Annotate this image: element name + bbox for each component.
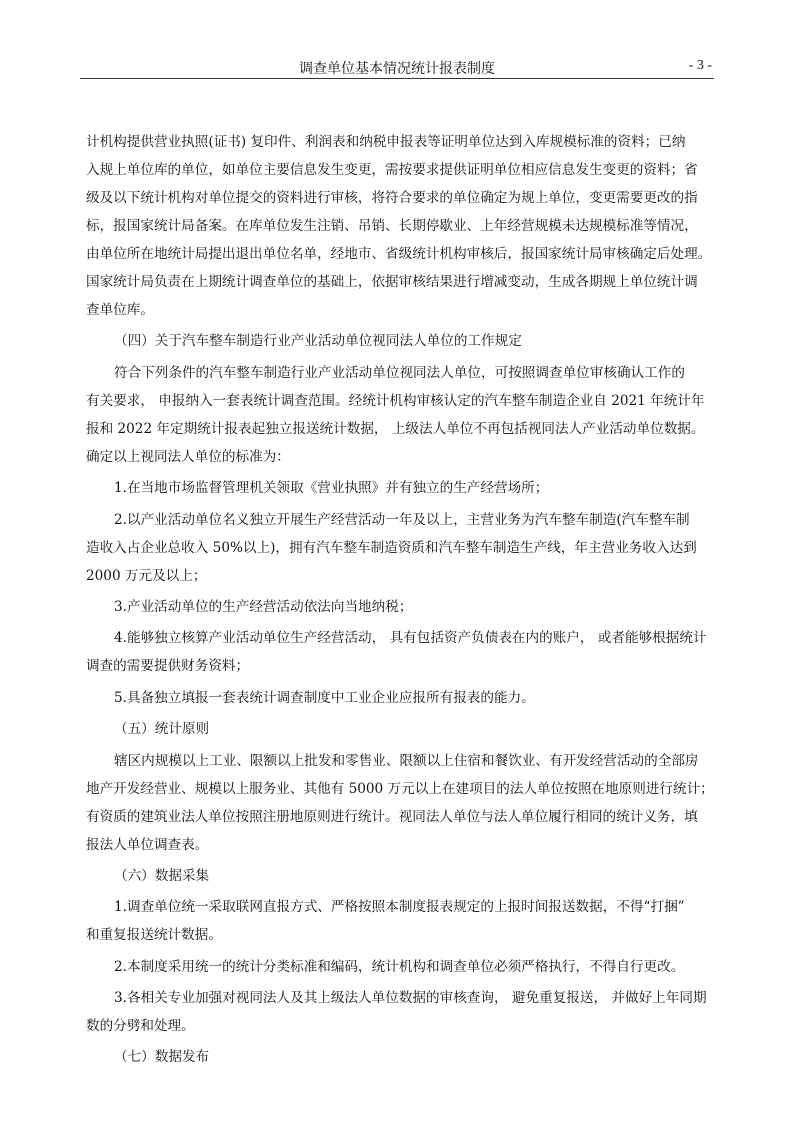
text-line: （五）统计原则 [114, 721, 210, 738]
text-line: 符合下列条件的汽车整车制造行业产业活动单位视同法人单位，可按照调查单位审核确认工作的 [114, 364, 685, 381]
text-line: 国家统计局负责在上期统计调查单位的基础上，依据审核结果进行增减变动，生成各期规上单位统计调 [86, 274, 698, 290]
section-heading [86, 327, 714, 358]
list-item [86, 893, 714, 952]
section-heading [86, 862, 714, 893]
list-item [86, 953, 714, 984]
list-item [86, 624, 714, 683]
list-item [86, 984, 714, 1043]
text-line: 级及以下统计机构对单位提交的资料进行审核，将符合要求的单位确定为规上单位，变更需要更改的指 [86, 190, 698, 206]
text-line: 和重复报送统计数据。 [86, 927, 222, 944]
text-line: 1.调查单位统一采取联网直报方式、严格按照本制度报表规定的上报时间报送数据，不得“打捆” [114, 899, 685, 916]
document-body [86, 128, 714, 1075]
text-line: 数的分劈和处理。 [86, 1018, 195, 1035]
text-line: 有关要求， 申报纳入一套表统计调查范围。经统计机构审核认定的汽车整车制造企业自 2021 年统计年 [86, 392, 705, 409]
list-item [86, 593, 714, 624]
text-line: 报法人单位调查表。 [86, 836, 209, 853]
text-line: 计机构提供营业执照(证书) 复印件、利润表和纳税申报表等证明单位达到入库规模标准的资料；已纳 [86, 134, 686, 150]
header-rule [80, 78, 714, 79]
text-line: 确定以上视同法人单位的标准为： [86, 448, 290, 465]
list-item [86, 474, 714, 505]
text-line: 造收入占企业总收入 50%以上)，拥有汽车整车制造资质和汽车整车制造生产线，年主营业务收入达到 [86, 539, 697, 556]
text-line: 由单位所在地统计局提出退出单位名单，经地市、省级统计机构审核后，报国家统计局审核确定后处理。 [86, 246, 712, 262]
page-number: - 3 - [688, 58, 712, 73]
paragraph [86, 128, 714, 327]
section-heading [86, 715, 714, 746]
text-line: 地产开发经营业、规模以上服务业、其他有 5000 万元以上在建项目的法人单位按照在地原则进行统计； [86, 780, 714, 797]
text-line: （六）数据采集 [114, 867, 210, 884]
text-line: 调查的需要提供财务资料； [86, 658, 250, 675]
paragraph [86, 359, 714, 474]
text-line: 查单位库。 [86, 302, 154, 318]
header-title: 调查单位基本情况统计报表制度 [299, 61, 495, 77]
text-line: 2.以产业活动单位名义独立开展生产经营活动一年及以上，主营业务为汽车整车制造(汽车整车制 [114, 511, 690, 528]
text-line: 3.各相关专业加强对视同法人及其上级法人单位数据的审核查询， 避免重复报送， 并做好上年同期 [114, 990, 707, 1007]
text-line: 3.产业活动单位的生产经营活动依法向当地纳税； [114, 598, 413, 615]
text-line: 2.本制度采用统一的统计分类标准和编码，统计机构和调查单位必须严格执行，不得自行更改。 [114, 958, 685, 975]
text-line: 有资质的建筑业法人单位按照注册地原则进行统计。视同法人单位与法人单位履行相同的统计义务，填 [86, 808, 698, 825]
text-line: 入规上单位库的单位，如单位主要信息发生变更，需按要求提供证明单位相应信息发生变更的资料；省 [86, 162, 698, 178]
text-line: 报和 2022 年定期统计报表起独立报送统计数据， 上级法人单位不再包括视同法人产业活动单位数据。 [86, 420, 705, 437]
text-line: （七）数据发布 [114, 1049, 210, 1066]
text-line: （四）关于汽车整车制造行业产业活动单位视同法人单位的工作规定 [114, 333, 522, 350]
paragraph [86, 747, 714, 862]
text-line: 1.在当地市场监督管理机关领取《营业执照》并有独立的生产经营场所； [114, 480, 549, 497]
text-line: 标，报国家统计局备案。在库单位发生注销、吊销、长期停歇业、上年经营规模未达规模标准等情况， [86, 218, 698, 234]
list-item [86, 506, 714, 593]
text-line: 2000 万元及以上； [86, 567, 207, 584]
text-line: 辖区内规模以上工业、限额以上批发和零售业、限额以上住宿和餐饮业、有开发经营活动的全部房 [114, 752, 699, 769]
section-heading [86, 1043, 714, 1074]
text-line: 4.能够独立核算产业活动单位生产经营活动， 具有包括资产负债表在内的账户， 或者能够根据统计 [114, 630, 707, 647]
text-line: 5.具备独立填报一套表统计调查制度中工业企业应报所有报表的能力。 [114, 689, 535, 706]
list-item [86, 684, 714, 715]
page-header [80, 56, 714, 78]
